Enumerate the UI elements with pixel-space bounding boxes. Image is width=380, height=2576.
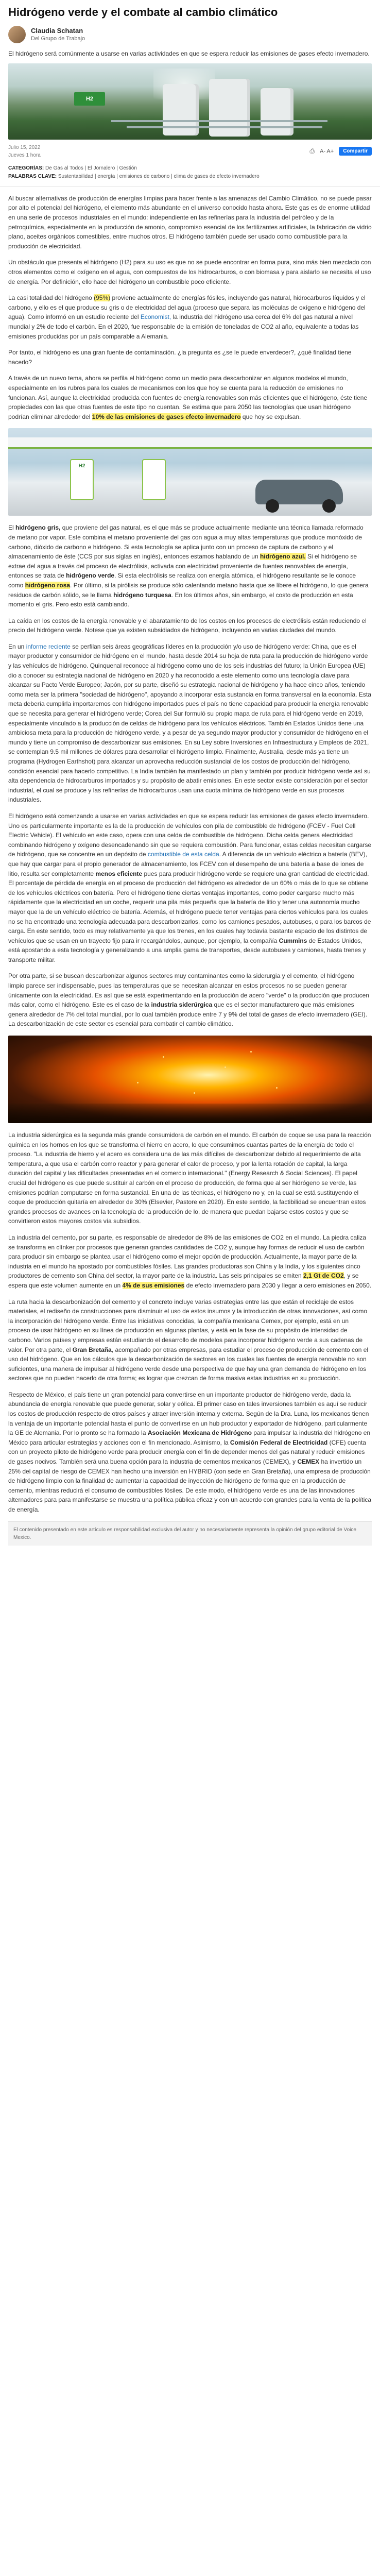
article-taxonomy xyxy=(0,162,380,187)
keywords-row xyxy=(8,173,372,181)
text-run: En un xyxy=(8,642,25,650)
text-run: (CFE) cuenta con un proyecto piloto de hidrógeno verde para producir energía con el fin de depender menos del gas natural y reducir emisiones de gases nocivos. También será una buena opción para la industria de cementos mexicanos (CEMEX), y xyxy=(8,1438,366,1466)
text-run: que es el sector manufacturero que más emisiones genera alrededor de 7% del total mundial, por lo cual también produce entre 7 y 9% del total de gases de efecto invernadero (GEI). La descarbonización de este sector es esencial para combatir el cambio climático. xyxy=(8,1001,368,1028)
disclaimer-note: El contenido presentado en este artículo es responsabilidad exclusiva del autor y no necesariamente representa la opinión del grupo editorial de Voice Mexico. xyxy=(8,1521,372,1546)
paragraph: Al buscar alternativas de producción de energías limpias para hacer frente a las amenazas del Cambio Climático, no se puede pasar por alto el potencial del hidrógeno, el elemento más abundante en el universo conocido hasta ahora. Este gas es de enorme utilidad en una serie de procesos industriales en el mundo: independiente en las refinerías para la industria del petróleo y de la petroquímica, especialmente en la producción de amonio, compromiso esencial de los fertilizantes artificiales, la fabricación de vidrio plano, aceites orgánicos comestibles, entre muchos otros. El hidrógeno también puede ser usado como combustible para la producción de electricidad. xyxy=(8,194,372,250)
bold-text: industria siderúrgica xyxy=(151,1001,213,1009)
printer-icon[interactable]: ⎙ xyxy=(309,147,315,155)
categories-list[interactable]: De Gas al Todos | El Jornalero | Gestión xyxy=(45,165,137,171)
text-run: El xyxy=(8,524,14,532)
text-run: . En los últimos años, sin embargo, el costo de producción en esta momento el gris. Pero esto está cambiando. xyxy=(8,591,353,608)
author-avatar[interactable] xyxy=(8,26,26,43)
article-dates xyxy=(8,144,41,159)
bold-text: Cummins xyxy=(279,937,307,944)
text-run: para impulsar la industria del hidrógeno en México para articular estrategias y acciones con el fin mencionado. Asimismo, la xyxy=(8,1429,371,1446)
steel-industry-image xyxy=(8,1036,372,1123)
car-wheel xyxy=(322,499,336,513)
paragraph xyxy=(8,374,372,421)
font-size-control[interactable]: A- A+ xyxy=(319,148,334,155)
text-run: . A diferencia de un vehículo eléctrico a batería (BEV), que hay que cargar para el propio generador de almacenamiento, los FCEV con el desempeño de una batería a base de iones de litio, resulta ser completamente xyxy=(8,851,368,877)
text-run: de efecto invernadero para 2030 y llegar a cero emisiones en 2050. xyxy=(186,1281,372,1289)
bold-text: hidrógeno turquesa xyxy=(113,591,171,599)
highlighted-text: hidrógeno rosa xyxy=(25,581,71,589)
text-run: ha invertido un 25% del capital de riesgo de CEMEX han hecho una inversión en HYBRID (con sede en Gran Bretaña), una empresa de producción de hidrógeno limpio con la finalidad de aumentar la capacidad de inyección de hidrógeno de forma que en la producción de cemento, mientras reducirá el consumo de combustibles fósiles. De este modo, el hidrógeno verde es una de las innovaciones alternadores para para manifestarse se muestra una política pública eficaz y con un acuerdo con grandes para la venta de la política de energía. xyxy=(8,1458,372,1514)
paragraph xyxy=(8,523,372,609)
foundry-floor xyxy=(8,1104,372,1123)
categories-row xyxy=(8,164,372,173)
categories-label: CATEGORÍAS: xyxy=(8,165,44,171)
bold-text: Gran Bretaña xyxy=(72,1346,112,1353)
text-run: La casi totalidad del hidrógeno xyxy=(8,294,92,302)
article-lead: El hidrógeno será comúnmente a usarse en varias actividades en que se espera reducir las emisiones de gases efecto invernadero. xyxy=(8,49,370,57)
highlighted-text: 4% de sus emisiones xyxy=(122,1281,185,1289)
report-link[interactable]: informe reciente xyxy=(26,642,71,650)
spark xyxy=(276,1087,278,1089)
article-meta-row xyxy=(0,140,380,162)
highlighted-text: 2,1 Gt de CO2 xyxy=(303,1272,344,1280)
keywords-label: PALABRAS CLAVE: xyxy=(8,173,57,179)
spark xyxy=(224,1066,226,1068)
author-name[interactable]: Claudia Schatan xyxy=(31,27,83,35)
text-run: . Si esta electrólisis se realiza con energía atómica, el hidrógeno resultante se le conoce como xyxy=(8,572,356,589)
text-run: la industria del hidrógeno usa cerca del 6% del gas natural a nivel mundial y 2% de todo el carbón. En el 2020, fue responsable de la emisión de toneladas de CO2 al año, equivalente a todas las emisiones producidas por un país comparable a Alemania. xyxy=(8,313,359,340)
author-info xyxy=(31,27,85,42)
paragraph: Un obstáculo que presenta el hidrógeno (H2) para su uso es que no se puede encontrar en forma pura, sino más bien mezclado con otros elementos como el oxígeno en el agua, con compuestos de los hidrocarburos, o con biomasa y para aislarlo se necesita el uso de energía. Por definición, ello hace del hidrógeno un combustible poco eficiente. xyxy=(8,259,371,285)
text-run: Por otra parte, si se buscan descarbonizar algunos sectores muy contaminantes como la siderurgia y el cemento, el hidrógeno limpio parece ser indispensable, pues las temperaturas que se necesitan alcanzar en estos procesos no se pueden generar únicamente con la electricidad. Es así que se está experimentando en la producción de acero "verde" o la producción que producen más calor, como el hidrógeno. Este es el caso de la xyxy=(8,972,369,1009)
text-run: La ruta hacia la descarbonización del cemento y el concreto incluye varias estrategias entre las que están el reciclaje de estos materiales, el rediseño de construcciones para disminuir el uso de estos insumos y la introducción de otras innovaciones, así como la incorporación del hidrógeno verde. Entre las iniciativas conocidas, la compañía mexicana Cemex, por ejemplo, está en un proceso de usar hidrógeno en su línea de producción en algunas plantas, y está en la fase de su propósito de intensidad de carbono. Varios países y empresas están estudiando el desarrollo de modelos para incorporar hidrógeno verde a sus cadenas de valor. Por otra parte, el xyxy=(8,1298,368,1353)
text-run: El hidrógeno está comenzando a usarse en varias actividades en que se espera reducir las emisiones de gases efecto invernadero. Uno es particularmente importante es la de la producción de vehículos con pila de combustible de hidrógeno (FCEV - Fuel Cell Electric Vehicle). El vehículo en este caso, opera con una celda de combustible de hidrógeno. Dicha celda genera electricidad combinando hidrógeno y oxígeno desencadenando sin que se requiera combustión. Para funcionar, estas celdas necesitan cargarse de hidrógeno, que se concentre en un depósito de xyxy=(8,812,372,858)
paragraph xyxy=(8,1233,372,1291)
spark xyxy=(137,1082,139,1083)
highlighted-text: hidrógeno azul. xyxy=(260,553,306,561)
text-run: proviene actualmente de energías fósiles, incluyendo gas natural, hidrocarburos líquidos y el carbono, y ello es el que produce su gris o de electricidad del agua (proceso que separa las moléculas de oxígeno e hidrógeno del agua). Como informó en un estudio reciente del xyxy=(8,294,366,321)
text-run: , y se espera que este volumen aumente en un xyxy=(8,1272,359,1289)
highlighted-text: 10% de las emisiones de gases efecto invernadero xyxy=(92,413,241,420)
hero-image xyxy=(8,63,372,140)
article-body xyxy=(0,187,380,1515)
economist-link[interactable]: Economist, xyxy=(140,313,171,321)
hydrogen-station-image xyxy=(8,428,372,516)
publish-date: Julio 15, 2022 xyxy=(8,144,41,150)
text-run: Si el hidrógeno se extrae del agua a través del proceso de electrólisis, activada con electricidad proveniente de fuentes renovables de energía, entonces se trata de xyxy=(8,553,357,580)
text-run: se perfilan seis áreas geográficas líderes en la producción y/o uso de hidrógeno verde: China, que es el mayor productor y consumidor de hidrógeno en el mundo, hasta desde 2014 su hoja de ruta para la producción de hidrógeno verde y las vehículos de hidrógeno. Quinquenal reconoce al hidrógeno como uno de los seis industrias del futuro; la Unión Europea (UE) dio a conocer su estrategia nacional de hidrógeno en 2020 y ha reconocido a este elemento como una tecnología clave para alcanzar su Pacto Verde Europeo; Japón, por su parte, diseñó su estrategia nacional de hidrógeno y ha hace cinco años, teniendo como meta ser la primera "sociedad de hidrógeno", apoyando a incorporar esta sustancia en forma transversal en la economía. Esta meta debería cumplirla importaremos con hidrógeno importados pues el país no tiene capacidad para producir la energía renovable que se necesita para generar el hidrógeno verde; Corea del Sur formuló su propio mapa de ruta para el hidrógeno verde en 2019, especialmente vinculado a la producción de celdas de hidrógeno para los vehículos eléctricos. También Estados Unidos tiene una ambiciosa meta para la producción de hidrógeno verde, y a pesar de ya segundo mayor productor y consumidor de hidrógeno en el mundo y tiene un compromiso de descarbonizar sus emisiones. En su Ley sobre Inversiones en Infraestructura y Empleos de 2021, se contemplan 9.5 mil millones de dólares para desarrollar el hidrógeno limpio. Finalmente, Australia, desde más ya tiene un programa (Hydrogen Earthshot) para alcanzar un aprovecha reducción sustancial de los costos de producción del hidrógeno, condición esencial para hacerlo competitivo. La India también ha manifestado un plan y también por producir hidrógeno verde así su alta dependencia de hidrocarburos importados y su propósito de abatir emisiones. En este sector existe consideración por el sector industrial, el cual se produce y las refinerías de hidrocarburos usan una cuota mínima de hidrógeno verde en sus procesos industriales. xyxy=(8,642,371,804)
keywords-list[interactable]: Sustentabilidad | energía | emisiones de carbono | clima de gases de efecto invernadero xyxy=(58,173,260,179)
hero-pipe xyxy=(127,126,322,128)
text-run: Respecto de México, el país tiene un gran potencial para convertirse en un importante productor de hidrógeno verde, dada la abundancia de energía renovable que puede generar, solar y eólica. El primer caso en tales inversiones también es aquí se reducir los costos de producción respecto de otros países y atraer inversión interna y externa. Según de la Dra. Luna, los mexicanos tienen la ventaja de un importante potencial hasta el punto de convertirse en un hub productor y exportador de hidrógeno, particularmente la GE de Alemania. Por lo pronto se ha formado la xyxy=(8,1391,369,1437)
bold-text: hidrógeno gris, xyxy=(15,524,61,532)
spark xyxy=(163,1056,164,1058)
car-wheel xyxy=(266,499,279,513)
bold-text: Asociación Mexicana de Hidrógeno xyxy=(147,1429,252,1437)
text-run: que proviene del gas natural, es el que más se produce actualmente mediante una técnica llamada reformado de metano por vapor. Este combina el metano proveniente del gas con agua a muy altas temperaturas que produce monóxido de carbono, dióxido de carbono e hidrógeno. Si esta tecnología se aplica junto con un proceso de captura de carbono y el almacenamiento de éste (CCS por sus siglas en inglés), entonces estamos hablando de un xyxy=(8,524,364,561)
bold-text: menos eficiente xyxy=(95,870,143,877)
read-time: Jueves 1 hora xyxy=(8,152,41,158)
paragraph xyxy=(8,1390,372,1515)
paragraph xyxy=(8,1297,372,1383)
fuel-cell-link[interactable]: combustible de esta celda xyxy=(147,851,219,858)
text-run: La industria del cemento, por su parte, es responsable de alrededor de 8% de las emisiones de CO2 en el mundo. La piedra caliza se transforma en clínker por procesos que generan grandes cantidades de CO2 y, aunque hay formas de reducir el uso de carbón para producir sin embargo se plantea usar el hidrógeno como el mejor opción de producción. Actualmente, la mayor parte de la industria en el mundo ha apostado por combustibles fósiles. Las grandes productoras son China y la India, y los siguientes cinco productores de cemento son China del sector, la mayor parte de la industria. Las seis principales se emiten xyxy=(8,1233,367,1280)
hero-tank xyxy=(261,88,293,135)
fuel-pump xyxy=(142,459,166,500)
paragraph: La caída en los costos de la energía renovable y el abaratamiento de los costos en los procesos de electrólisis están reduciendo el precio del hidrógeno verde. Notese que ya existen subsidiados de hidrógeno, incluyendo en varias ciudades del mundo. xyxy=(8,617,367,634)
article-title: Hidrógeno verde y el combate al cambio climático xyxy=(8,6,278,19)
bold-text: hidrógeno verde xyxy=(66,572,115,580)
paragraph xyxy=(8,642,372,805)
paragraph: La industria siderúrgica es la segunda más grande consumidora de carbón en el mundo. El carbón de coque se usa para la reacción química en los hornos en los que se transforma el hierro en acero, lo que consumimos cuantas partes de la energía de todo el proceso. "La industria de hierro y el acero es considera una de las más difíciles de descarbonizar debido al requerimiento de alta temperatura, a que usa el carbón como reactor y para generar el calor de proceso, y por la lenta rotación de capital, la larga duración del capital y las dificultades presentadas en el comercio internacional." (Energy Research & Social Sciences). El papel crucial del hidrógeno es que puede sustituir al carbón en el proceso de producción, de forma que al ser hidrógeno se verde, las emisiones podrían computarse en forma sustancial. En una de las técnicas, el hidrógeno no y, en la cual se está sustituyendo el coque de producción quitaría en alrededor de 30% (Elsevier, Pastore en 2020). En este sentido, la factibilidad se encuentran estos grandes procesos de avances en la tecnología de la producción de lo, de manera que puedan bajarse estos costos y que se convirtieron estos mayores costos vía subsidios. xyxy=(8,1131,371,1225)
pump-label: H2 xyxy=(78,463,85,469)
paragraph xyxy=(8,293,372,341)
bold-text: CEMEX xyxy=(297,1458,320,1466)
text-run: pues para producir hidrógeno verde se requiere una gran cantidad de electricidad. El porcentaje de pérdida de energía en el proceso de producción del hidrógeno es alrededor de un 60% o más de lo que se obtiene de los vehículos eléctricos con batería. Pero el hidrógeno tiene ciertas ventajas importantes, como poder cargarse mucho más rápidamente que la electricidad en un coche, requerir una pila más pequeña que la batería de litio y tener una autonomía mucho mayor que la de un vehículo eléctrico de batería. Además, el hidrógeno puede tener ventajas para ciertos vehículos para los cuales no se ha encontrado una tecnología adecuada para descarbonizarlos, como los camiones pesados, autobuses, o para los barcos de carga. En este sentido, todo es muy relativamente ya que los trenes, en los cuales hay todavía bastante espacio de los distintos de vehículos que se usan en un trayecto fijo para ir recargándolos, aunque, por ejemplo, la compañía xyxy=(8,870,371,944)
article-tools xyxy=(309,147,372,156)
hero-pipe xyxy=(111,120,327,122)
text-run: . Por último, si la pirólisis se produce sólo calentando metano hasta que se libere el hidrógeno, lo que genera residuos de carbón sólido, se le llama xyxy=(8,581,369,599)
station-canopy xyxy=(8,437,372,449)
text-run: , acompañado por otras empresas, para estudiar el proceso de producción de cemento con el uso del hidrógeno. Que en los cálculos que la descarbonización de sectores en los cuales las fuentes de energía renovable no son suficientes, una manera de impulsar al hidrógeno verde desde una perspectiva de que hay una gran demanda de hidrógeno en los sectores que no pueden hacerlo de otra forma; es lograr que crezcan de forma masiva estas industrias en su producción. xyxy=(8,1346,369,1382)
author-byline xyxy=(0,24,380,47)
paragraph xyxy=(8,811,372,965)
highlighted-text: (95%) xyxy=(94,294,111,302)
paragraph: Por tanto, el hidrógeno es una gran fuente de contaminación. ¿la pregunta es ¿se le puede enverdecer?, ¿qué finalidad tiene hacerlo? xyxy=(8,349,352,366)
bold-text: Comisión Federal de Electricidad xyxy=(230,1438,328,1446)
spark xyxy=(194,1092,195,1094)
spark xyxy=(250,1051,252,1053)
text-run: A través de un nuevo tema, ahora se perfila el hidrógeno como un medio para descarbonizar en algunos modelos el mundo, especialmente en los rubros para los cuales de mecanismos con los que hoy se cuenta para la reducción de emisiones no funcionan. Así, aunque la electricidad producida con fuentes de energía renovables son más eficientes que el hidrógeno, éste tiene propiedades con las que otras fuentes de este tipo no cuentan. Se estima que para 2050 las tecnologías que usan hidrógeno podrían eliminar alrededor del xyxy=(8,375,368,420)
paragraph xyxy=(8,971,372,1029)
share-button[interactable]: Compartir xyxy=(339,147,372,156)
text-run: de Estados Unidos, está apostando a esta tecnología y generalizando a una amplia gama de transportes, desde autobuses y camiones, hasta trenes y transporte militar. xyxy=(8,937,366,963)
text-run: que hoy se expulsan. xyxy=(242,413,301,420)
hero-h2-sign: H2 xyxy=(74,92,105,106)
author-role: Del Grupo de Trabajo xyxy=(31,36,85,42)
